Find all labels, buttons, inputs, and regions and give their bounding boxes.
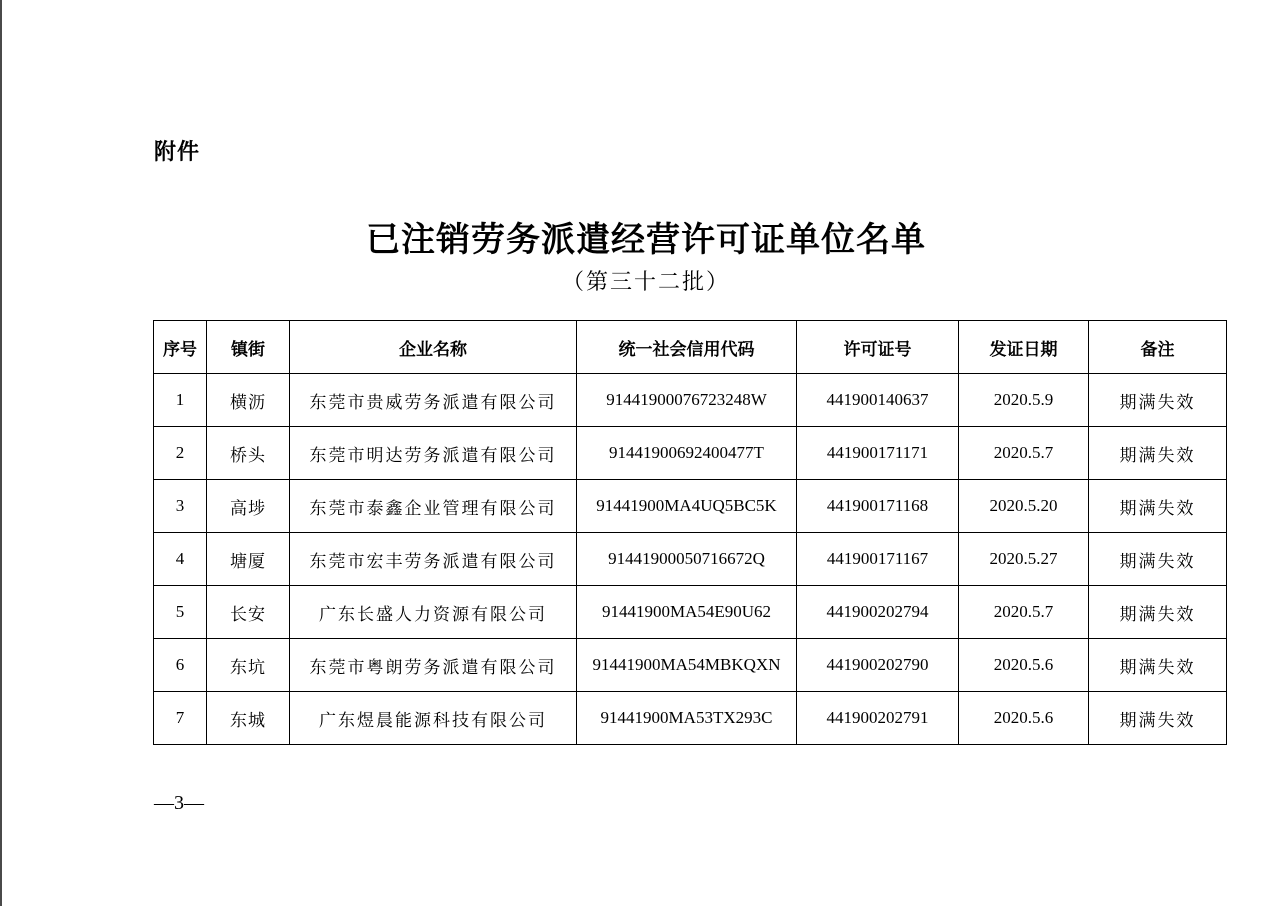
header-remarks: 备注 <box>1089 321 1227 374</box>
attachment-label: 附件 <box>154 140 201 165</box>
cell-town: 长安 <box>207 586 290 639</box>
table-row <box>154 692 1227 745</box>
cell-remarks: 期满失效 <box>1089 427 1227 480</box>
header-serial: 序号 <box>154 321 207 374</box>
cell-serial: 2 <box>154 427 207 480</box>
cell-issue-date: 2020.5.6 <box>959 639 1089 692</box>
table-row <box>154 639 1227 692</box>
cell-issue-date: 2020.5.9 <box>959 374 1089 427</box>
cell-credit-code: 91441900050716672Q <box>577 533 797 586</box>
cell-company-name: 东莞市宏丰劳务派遣有限公司 <box>290 533 577 586</box>
header-issue-date: 发证日期 <box>959 321 1089 374</box>
cell-issue-date: 2020.5.6 <box>959 692 1089 745</box>
cell-issue-date: 2020.5.7 <box>959 586 1089 639</box>
cell-company-name: 广东长盛人力资源有限公司 <box>290 586 577 639</box>
cell-issue-date: 2020.5.20 <box>959 480 1089 533</box>
cell-license-number: 441900202791 <box>797 692 959 745</box>
cell-license-number: 441900202790 <box>797 639 959 692</box>
cell-issue-date: 2020.5.27 <box>959 533 1089 586</box>
header-credit-code: 统一社会信用代码 <box>577 321 797 374</box>
cell-serial: 4 <box>154 533 207 586</box>
header-license-number: 许可证号 <box>797 321 959 374</box>
cell-serial: 3 <box>154 480 207 533</box>
table-row <box>154 374 1227 427</box>
cell-credit-code: 91441900692400477T <box>577 427 797 480</box>
cell-license-number: 441900140637 <box>797 374 959 427</box>
cell-remarks: 期满失效 <box>1089 586 1227 639</box>
cell-serial: 5 <box>154 586 207 639</box>
cell-town: 东坑 <box>207 639 290 692</box>
header-company-name: 企业名称 <box>290 321 577 374</box>
cell-credit-code: 91441900MA54MBKQXN <box>577 639 797 692</box>
table-row <box>154 480 1227 533</box>
cell-serial: 6 <box>154 639 207 692</box>
cell-remarks: 期满失效 <box>1089 374 1227 427</box>
cell-town: 塘厦 <box>207 533 290 586</box>
cell-town: 高埗 <box>207 480 290 533</box>
cell-serial: 1 <box>154 374 207 427</box>
table-row <box>154 533 1227 586</box>
cell-serial: 7 <box>154 692 207 745</box>
table-header-row <box>154 321 1227 374</box>
revoked-license-table <box>153 320 1227 745</box>
cell-credit-code: 91441900MA53TX293C <box>577 692 797 745</box>
header-town: 镇街 <box>207 321 290 374</box>
cell-issue-date: 2020.5.7 <box>959 427 1089 480</box>
cell-town: 桥头 <box>207 427 290 480</box>
page-number: —3— <box>154 792 204 814</box>
cell-credit-code: 91441900MA54E90U62 <box>577 586 797 639</box>
cell-license-number: 441900171168 <box>797 480 959 533</box>
document-title: 已注销劳务派遣经营许可证单位名单 <box>366 220 926 260</box>
cell-company-name: 广东煜晨能源科技有限公司 <box>290 692 577 745</box>
cell-credit-code: 91441900MA4UQ5BC5K <box>577 480 797 533</box>
cell-license-number: 441900171171 <box>797 427 959 480</box>
cell-remarks: 期满失效 <box>1089 533 1227 586</box>
cell-credit-code: 9144190007672324​8W <box>577 374 797 427</box>
cell-remarks: 期满失效 <box>1089 480 1227 533</box>
cell-license-number: 441900202794 <box>797 586 959 639</box>
cell-license-number: 441900171167 <box>797 533 959 586</box>
cell-town: 横沥 <box>207 374 290 427</box>
document-subtitle: （第三十二批） <box>561 270 730 295</box>
table-row <box>154 427 1227 480</box>
cell-company-name: 东莞市贵威劳务派遣有限公司 <box>290 374 577 427</box>
cell-company-name: 东莞市粤朗劳务派遣有限公司 <box>290 639 577 692</box>
cell-company-name: 东莞市明达劳务派遣有限公司 <box>290 427 577 480</box>
table-row <box>154 586 1227 639</box>
cell-remarks: 期满失效 <box>1089 639 1227 692</box>
cell-company-name: 东莞市泰鑫企业管理有限公司 <box>290 480 577 533</box>
cell-remarks: 期满失效 <box>1089 692 1227 745</box>
cell-town: 东城 <box>207 692 290 745</box>
